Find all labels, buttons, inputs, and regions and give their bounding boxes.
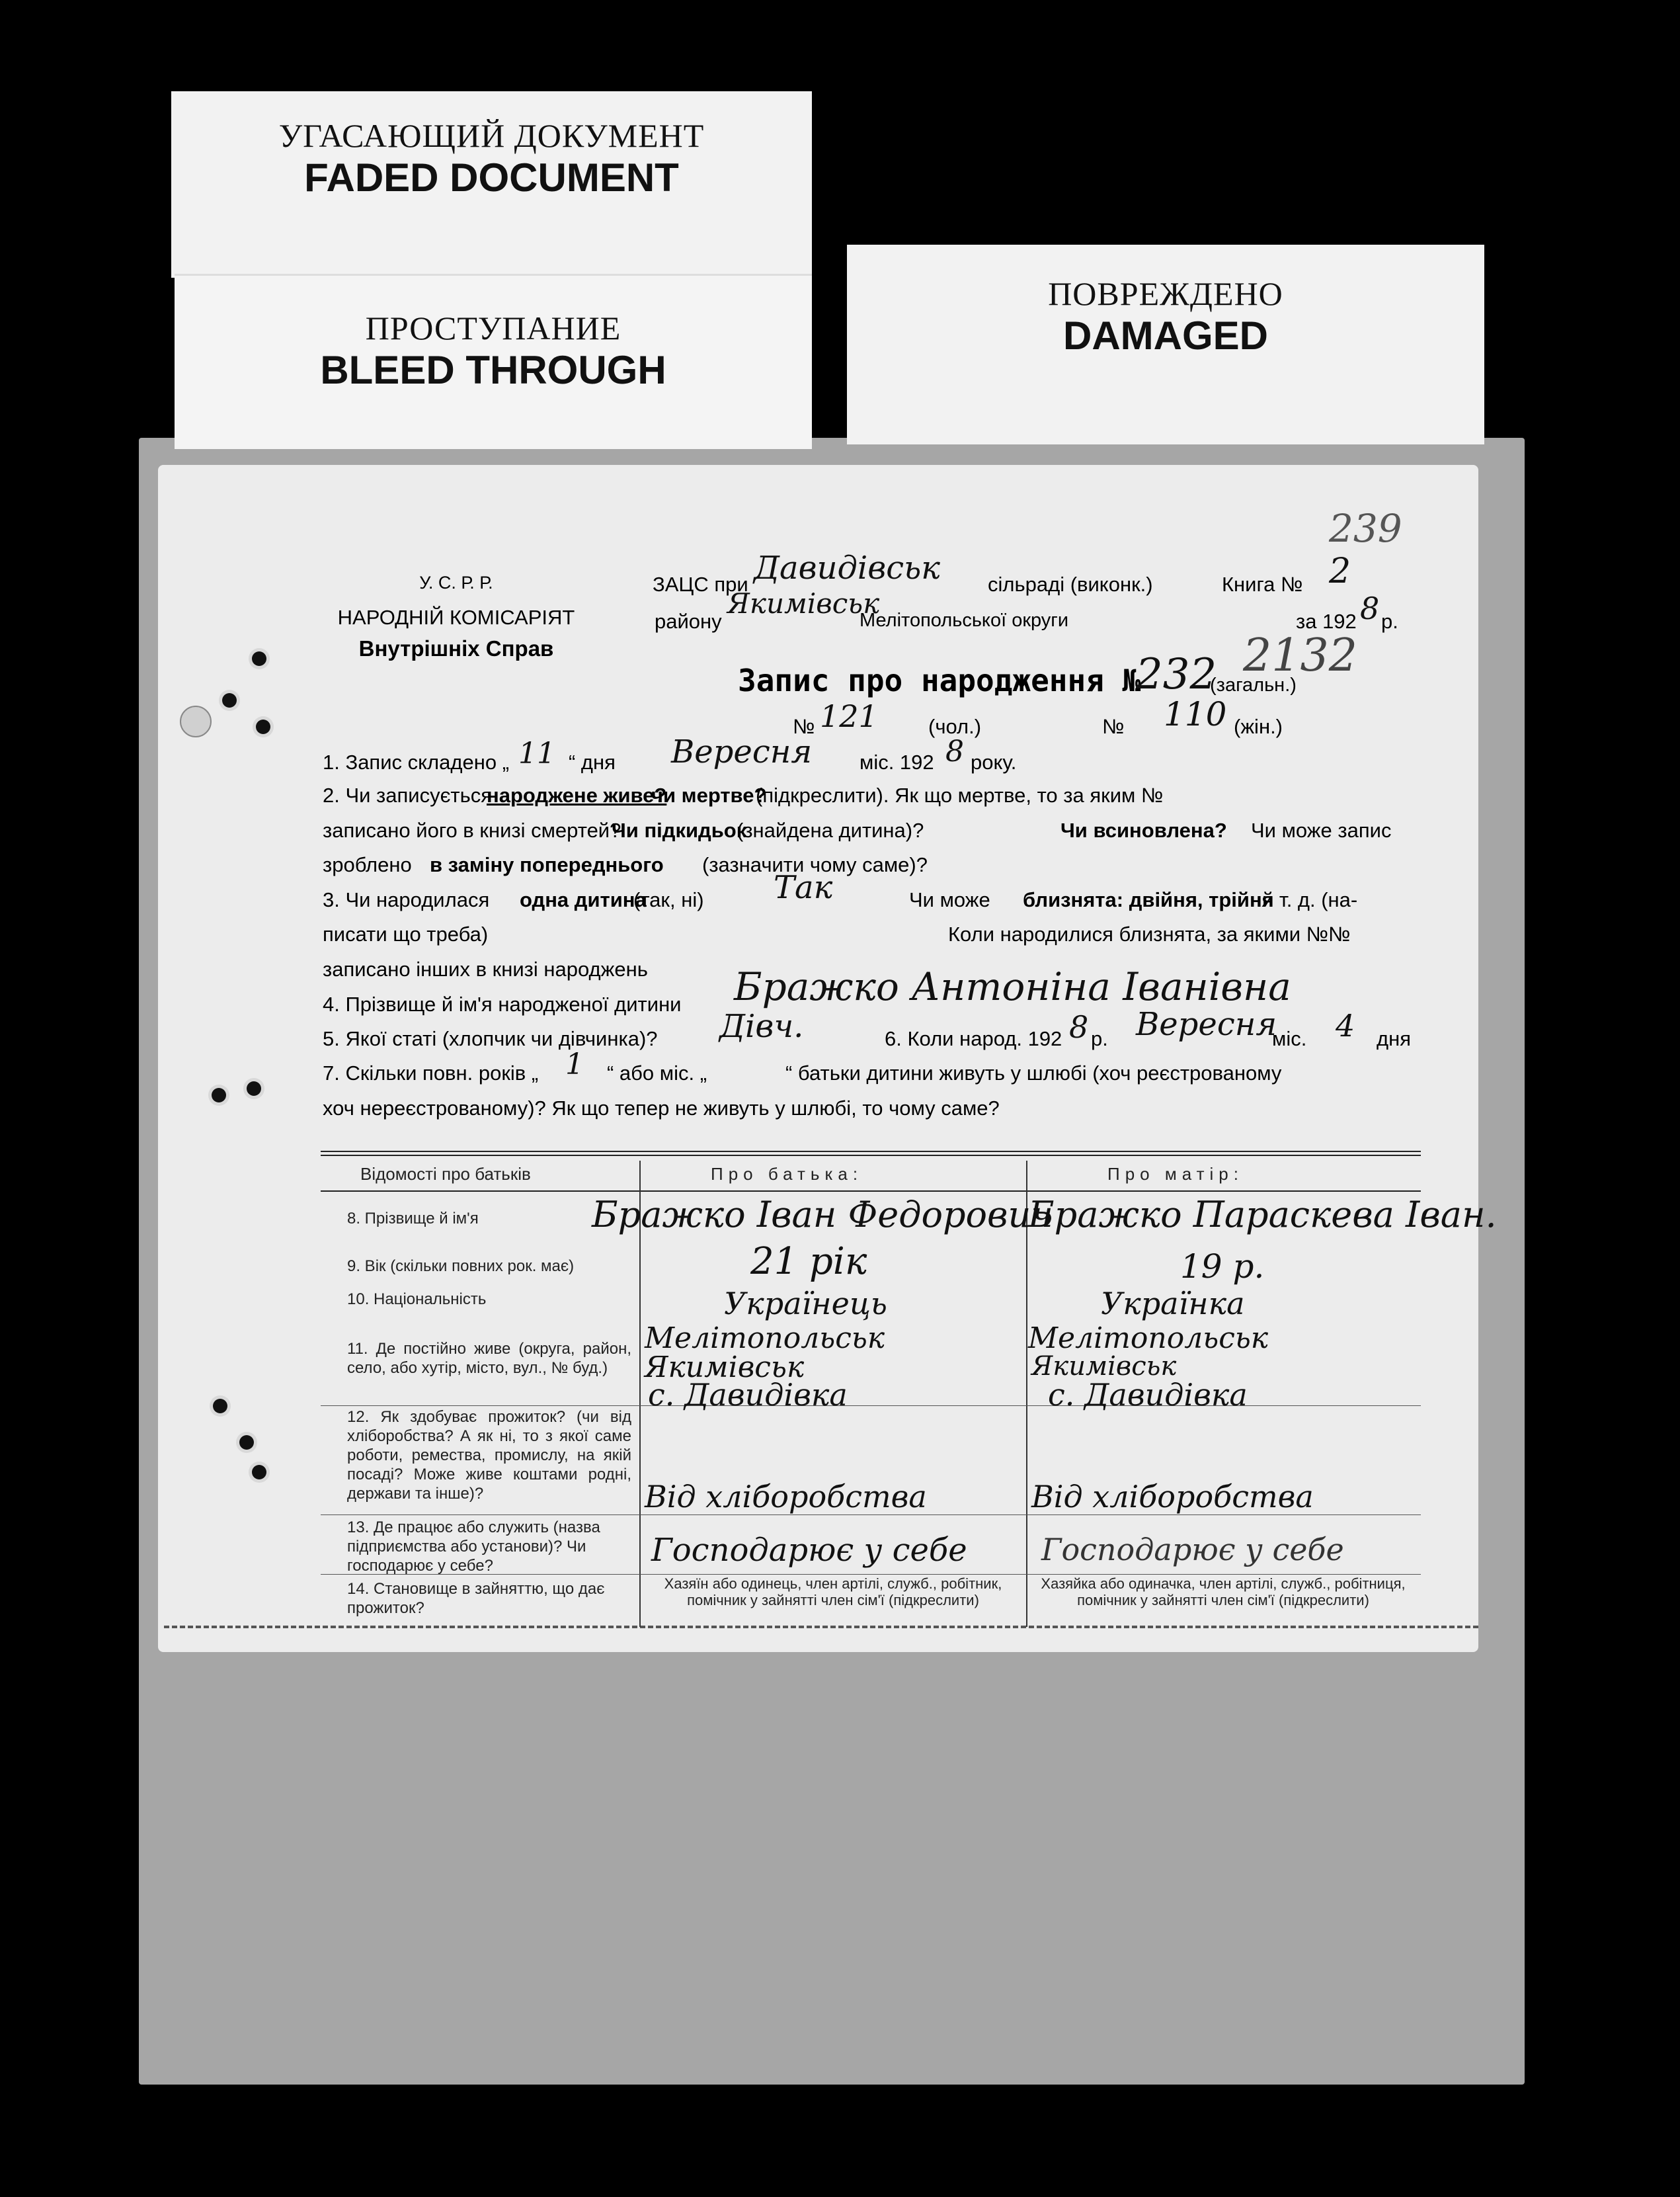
table-rule [321,1574,1421,1575]
q7-line1-b: “ або міс. „ [607,1061,707,1085]
q7-line1-a: 7. Скільки повн. років „ [323,1061,539,1085]
q6-day: 4 [1336,1008,1355,1044]
bleed-through-card [175,274,812,449]
q6-month: Вересня [1136,1006,1277,1043]
damaged-label-ru: ПОВРЕЖДЕНО [1048,275,1283,312]
table-rule [321,1155,1421,1156]
father-occupation: Від хліборобства [645,1479,927,1514]
q1-month-label: міс. 192 [860,751,934,774]
record-annotation: 2132 [1243,630,1358,682]
mother-address-2: Якимівськ [1031,1351,1177,1382]
book-label: Книга № [1222,573,1303,596]
q3-line1-a: 3. Чи народилася [323,888,490,911]
q6-r: р. [1091,1027,1108,1050]
q1-month: Вересня [671,733,813,770]
mother-workplace: Господарює у себе [1041,1532,1344,1567]
table-rule [321,1151,1421,1152]
damaged-card [847,245,1484,444]
year-label: за 192 [1296,610,1357,633]
row-label-status: 14. Становище в зайняттю, що дає прожиток? [347,1580,605,1617]
q7-line1-c: “ батьки дитини живуть у шлюбі (хоч реєстрованому [785,1061,1282,1085]
q2-line3-a: зроблено [323,853,412,876]
q2-line2-c: (знайдена дитина)? [737,819,924,842]
q2-alive-option: народжене живе? [487,784,667,807]
faded-label-ru: УГАСАЮЩИЙ ДОКУМЕНТ [278,117,705,154]
year-suffix: р. [1381,610,1398,633]
zags-suffix: сільраді (виконк.) [988,573,1153,596]
q4-answer: Бражко Антоніна Іванівна [734,964,1291,1009]
punch-hole-ring [180,706,212,737]
q3-line1-c: (так, ні) [633,888,704,911]
bleed-label-ru: ПРОСТУПАНИЕ [365,310,621,347]
row-label-workplace: 13. Де працює або служить (назва підприємства або установи)? Чи господарює у себе? [347,1518,600,1575]
q1-year: 8 [945,735,964,768]
year-digit: 8 [1360,591,1380,626]
q6-label: 6. Коли народ. 192 [885,1027,1062,1050]
row-label-nationality: 10. Національність [347,1290,487,1308]
q3-line1-d: Чи може [909,888,990,911]
mother-status: Хазяйка або одиначка, член артілі, служб., робітниця, помічник у зайнятті член сім'ї (підкреслити) [1041,1575,1406,1608]
q2-adopted: Чи всиновлена? [1060,819,1227,842]
punch-hole [222,693,237,708]
book-number: 2 [1329,552,1351,591]
q4-label: 4. Прізвище й ім'я народженої дитини [323,993,682,1016]
ministry-title: НАРОДНІЙ КОМІСАРІЯТ [337,606,575,629]
q1-day: 11 [518,737,555,770]
table-rule [321,1405,1421,1406]
father-address-3: с. Давидівка [648,1377,848,1413]
q3-line1-f: й т. д. (на- [1262,888,1358,911]
q2-replacement: в заміну попереднього [430,853,664,876]
q7-line2: хоч нереєстрованому)? Як що тепер не живуть у шлюбі, то чому саме? [323,1097,1000,1120]
q3-line2-a: писати що треба) [323,923,489,946]
bleed-label-en: BLEED THROUGH [320,348,666,392]
damaged-label-en: DAMAGED [1063,313,1268,358]
zhin-prefix: № [1102,715,1125,738]
q2-foundling: Чи підкидьок [612,819,747,842]
okruga-label: Мелітопольської округи [860,610,1069,631]
parents-table [321,1151,1497,1627]
archive-page-number: 239 [1329,506,1402,551]
q5-answer: Дівч. [719,1008,804,1045]
q3-line3: записано інших в книзі народжень [323,958,648,981]
row-label-livelihood: 12. Як здобуває прожиток? (чи від хліборобства? А як ні, то з якої саме роботи, ремества, промислу, на якій посаді? Може живе коштами родні, держави та інше)? [347,1408,631,1503]
header-mother: Про матір: [1107,1164,1244,1184]
mother-age: 19 р. [1180,1247,1265,1286]
zhin-label: (жін.) [1234,715,1283,738]
q2-line2-e: Чи може запис [1251,819,1392,842]
father-address-1: Мелітопольськ [645,1321,885,1355]
zhin-number: 110 [1164,695,1227,733]
q2-dead-option: чи мертве? [651,784,767,807]
q5-label: 5. Якої статі (хлопчик чи дівчинка)? [323,1027,658,1050]
chol-prefix: № [793,715,815,738]
father-name: Бражко Іван Федорович [592,1194,1053,1235]
row-label-age: 9. Вік (скільки повних рок. має) [347,1257,575,1275]
mother-nationality: Українка [1101,1286,1245,1321]
chol-number: 121 [820,698,878,734]
q2-line2-a: записано його в книзі смертей? [323,819,621,842]
rayon-name: Якимівськ [727,587,880,620]
faded-label-en: FADED DOCUMENT [304,155,679,200]
row-label-residence: 11. Де постійно живе (округа, район, село, або хутір, місто, вул., № буд.) [347,1340,631,1377]
father-nationality: Українець [724,1286,887,1321]
q7-years: 1 [565,1048,584,1081]
father-age: 21 рік [750,1240,867,1283]
punch-hole [252,1465,266,1479]
record-number: 232 [1136,650,1217,699]
rayon-prefix: району [655,610,722,633]
row-label-name: 8. Прізвище й ім'я [347,1210,479,1227]
record-title: Запис про народження № [738,663,1141,698]
table-rule [321,1190,1421,1192]
father-address-2: Якимівськ [645,1350,805,1384]
punch-hole [247,1081,261,1096]
mother-address-3: с. Давидівка [1048,1377,1248,1413]
chol-label: (чол.) [928,715,982,738]
q3-twins: близнята: двійня, трійня [1023,888,1274,911]
father-status: Хазяїн або одинець, член артілі, служб., робітник, помічник у зайнятті член сім'ї (підкреслити) [664,1575,1002,1608]
ministry-subtitle: Внутрішніх Справ [358,636,554,661]
punch-hole [212,1088,226,1102]
zags-prefix: ЗАЦС при [653,573,748,596]
q6-mis: міс. [1272,1027,1307,1050]
header-father: Про батька: [711,1164,863,1184]
q1-year-label: року. [971,751,1017,774]
q2-line3-c: (зазначити чому саме)? [702,853,928,876]
header-parent-info: Відомості про батьків [360,1164,531,1184]
mother-address-1: Мелітопольськ [1028,1321,1269,1355]
q3-one-child: одна дитина [520,888,647,911]
mother-name: Бражко Параскева Іван. [1028,1194,1497,1235]
q3-answer: Так [774,869,833,906]
general-label: (загальн.) [1210,675,1297,696]
q1-day-label: “ дня [569,751,616,774]
q6-dnia: дня [1377,1027,1411,1050]
punch-hole [213,1399,227,1413]
ussr-label: У. С. Р. Р. [419,573,493,593]
punch-hole [256,720,270,734]
table-rule [321,1514,1421,1515]
punch-hole [239,1435,254,1450]
q6-year: 8 [1069,1009,1089,1045]
q2-line1-a: 2. Чи записується [323,784,493,807]
q3-line2-b: Коли народилися близнята, за якими №№ [948,923,1351,946]
faded-document-card [171,91,812,278]
q2-line1-d: (підкреслити). Як що мертве, то за яким № [756,784,1164,807]
father-workplace: Господарює у себе [651,1532,967,1569]
zags-village: Давидівськ [754,550,940,587]
punch-hole [252,651,266,666]
q1-label: 1. Запис складено „ [323,751,510,774]
mother-occupation: Від хліборобства [1031,1479,1314,1514]
